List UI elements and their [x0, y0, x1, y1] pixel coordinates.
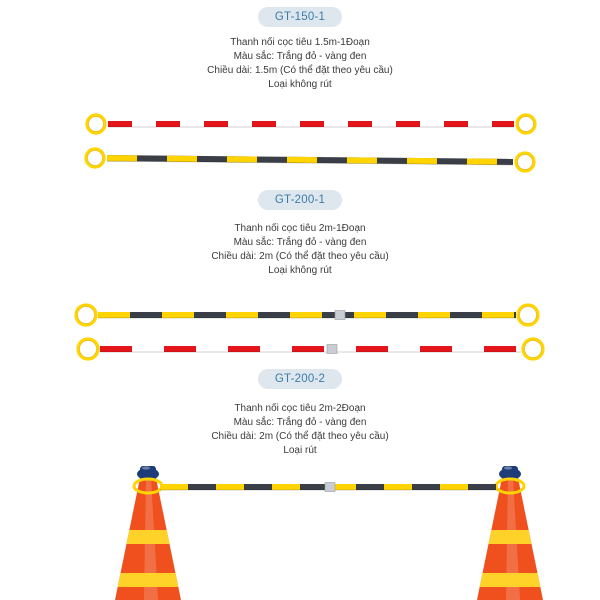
product-type: Loại không rút [268, 265, 332, 276]
product-name: Thanh nối cọc tiêu 2m-1Đoạn [234, 223, 366, 234]
product-code-badge: GT-200-2 [258, 369, 342, 389]
end-ring [516, 153, 534, 171]
product-code-badge: GT-200-1 [258, 190, 342, 210]
product-length: Chiều dài: 2m (Có thể đặt theo yêu cầu) [211, 431, 389, 442]
bar-joiner [335, 311, 345, 320]
cone-reflective-stripe [118, 573, 179, 587]
end-ring [517, 115, 535, 133]
product-color: Màu sắc: Trắng đỏ - vàng đen [233, 51, 367, 62]
product-type: Loại rút [283, 445, 317, 456]
cone-reflective-stripe [126, 530, 169, 544]
end-ring [87, 115, 105, 133]
end-ring-edge [525, 341, 542, 358]
end-ring-edge [519, 117, 534, 132]
product-type: Loại không rút [268, 79, 332, 90]
cone-cap-shine [142, 466, 150, 469]
end-ring [86, 149, 104, 167]
product-color: Màu sắc: Trắng đỏ - vàng đen [233, 417, 367, 428]
bar-joiner [327, 345, 337, 354]
product-length: Chiều dài: 2m (Có thể đặt theo yêu cầu) [211, 251, 389, 262]
cone-reflective-stripe [488, 530, 531, 544]
end-ring-edge [88, 151, 103, 166]
bar-joiner [325, 483, 335, 492]
end-ring-edge [520, 307, 537, 324]
end-ring [76, 305, 96, 325]
product-code-badge: GT-150-1 [258, 7, 342, 27]
end-ring-edge [89, 117, 104, 132]
product-color: Màu sắc: Trắng đỏ - vàng đen [233, 237, 367, 248]
product-name: Thanh nối cọc tiêu 1.5m-1Đoạn [230, 37, 370, 48]
cone-reflective-stripe [480, 573, 541, 587]
product-length: Chiều dài: 1.5m (Có thể đặt theo yêu cầu) [207, 65, 393, 76]
end-ring-edge [80, 341, 97, 358]
end-ring [523, 339, 543, 359]
end-ring-edge [518, 155, 533, 170]
end-ring [518, 305, 538, 325]
cone-cap-shine [504, 466, 512, 469]
end-ring [78, 339, 98, 359]
end-ring-edge [78, 307, 95, 324]
product-name: Thanh nối cọc tiêu 2m-2Đoạn [234, 403, 366, 414]
